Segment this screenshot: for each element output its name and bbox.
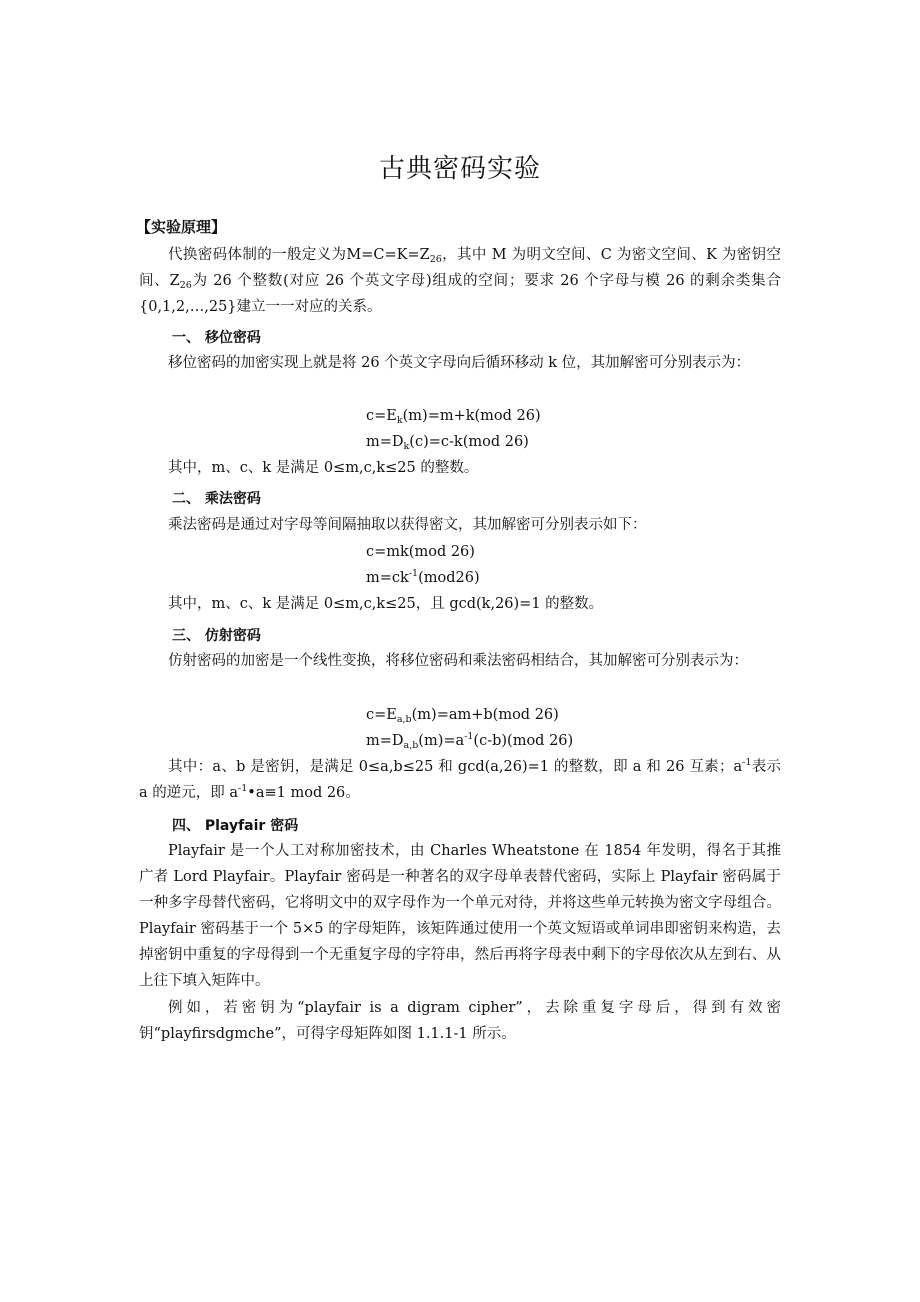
intro-text-a: 代换密码体制的一般定义为M=C=K=Z — [168, 247, 430, 263]
affine-encrypt-formula: $c=E_{a,b}(m)=am+b(mod$ 26) — [366, 707, 559, 725]
mult-heading: 二、 乘法密码 — [172, 491, 261, 507]
intro-text-b: ，其中 M 为明文空间、C 为密文空间、K 为密钥空间、Z — [139, 247, 781, 289]
intro-sub-b: 26 — [179, 280, 192, 291]
playfair-paragraph-1: Playfair 是一个人工对称加密技术，由 Charles Wheatstone 在 1854 年发明，得名于其推广者 Lord Playfair。Playfair 密码是一种著名的双字母单表替代密码，实际上 Playfair 密码属于一种多字母替代密码，它将明文中的双字母作为一个单元对待，并将这些单元转换为密文字母组合。Playfair 密码基于一个 5×5 的字母矩阵，该矩阵通过使用一个英文短语或单词串即密钥来构造，去掉密钥中重复的字母得到一个无重复字母的字符串，然后再将字母表中剩下的字母依次从左到右、从上往下填入矩阵中。 — [139, 843, 781, 989]
affine-note: 其中：a、b 是密钥，是满足 0≤a,b≤25 和 gcd(a,26)=1 的整数，即 a 和 26 互素；$a^{-1}$表示 a 的逆元，即 $a^{-1}•a\equiv 1$ mod 26。 — [139, 757, 781, 801]
intro-text-c: 为 26 个整数(对应 26 个英文字母)组成的空间；要求 26 个字母与模 26 的剩余类集合{0,1,2,…,25}建立一一对应的关系。 — [139, 273, 781, 315]
page-title: 古典密码实验 — [378, 154, 541, 184]
affine-decrypt-formula: $m=D_{a,b}(m)=a^{-1}(c-b)(mod$ 26) — [366, 731, 574, 751]
mult-encrypt-formula: c=mk(mod 26) — [366, 544, 475, 560]
mult-desc: 乘法密码是通过对字母等间隔抽取以获得密文，其加解密可分别表示如下： — [168, 517, 647, 533]
shift-decrypt-formula: $m=D_k(c)=c-k(mod$ 26) — [366, 434, 529, 452]
intro-sub-a: 26 — [429, 254, 442, 265]
playfair-heading: 四、 Playfair 密码 — [172, 818, 299, 834]
shift-desc: 移位密码的加密实现上就是将 26 个英文字母向后循环移动 k 位，其加解密可分别表示为： — [168, 355, 751, 371]
shift-note: 其中，m、c、k 是满足 0≤m,c,k≤25 的整数。 — [168, 460, 479, 476]
affine-desc: 仿射密码的加密是一个线性变换，将移位密码和乘法密码相结合，其加解密可分别表示为： — [168, 653, 748, 669]
section-heading: 【实验原理】 — [136, 218, 227, 236]
affine-heading: 三、 仿射密码 — [172, 628, 261, 644]
playfair-paragraph-2: 例如，若密钥为“playfair is a digram cipher”，去除重复字母后，得到有效密钥“playfirsdgmche”，可得字母矩阵如图 1.1.1-1 所示。 — [139, 1000, 781, 1042]
mult-note: 其中，m、c、k 是满足 0≤m,c,k≤25，且 gcd(k,26)=1 的整数。 — [168, 596, 604, 612]
shift-heading: 一、 移位密码 — [172, 330, 261, 346]
mult-decrypt-formula: $m=ck^{-1}(mod26)$ — [366, 568, 480, 586]
intro-paragraph — [139, 242, 781, 320]
shift-encrypt-formula: $c=E_k(m)=m+k(mod$ 26) — [366, 408, 541, 426]
